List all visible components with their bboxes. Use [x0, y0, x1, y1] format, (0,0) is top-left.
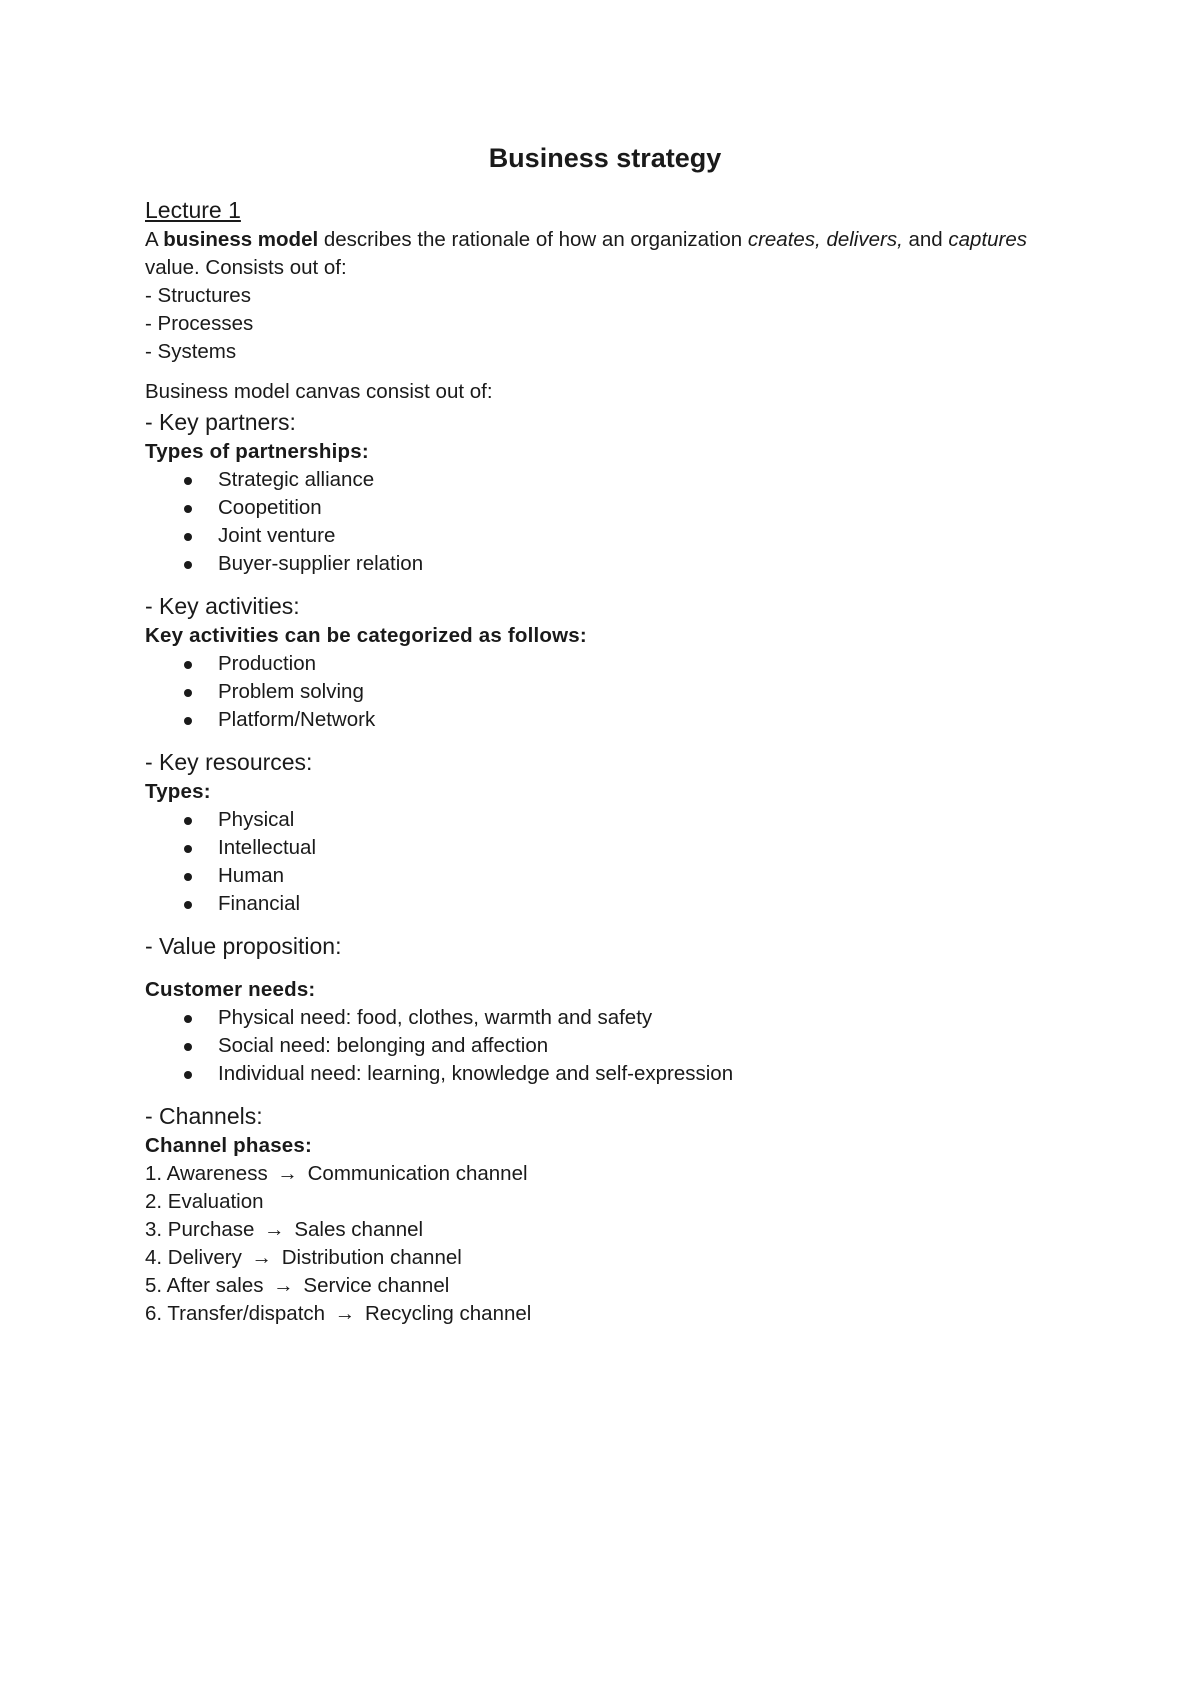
bullet-icon	[184, 505, 192, 513]
phase-channel: Distribution channel	[281, 1246, 462, 1269]
bullet-icon	[184, 689, 192, 697]
key-partners-heading: - Key partners:	[145, 409, 296, 435]
list-item	[145, 1244, 1065, 1272]
channels-heading: - Channels:	[145, 1103, 263, 1129]
bullet-icon	[184, 717, 192, 725]
list-item: Problem solving	[145, 678, 1065, 706]
partnership-types-heading: Types of partnerships:	[145, 440, 369, 463]
intro-and: and	[902, 228, 949, 251]
canvas-intro: Business model canvas consist out of:	[145, 380, 493, 403]
resource-types-heading: Types:	[145, 780, 211, 803]
list-item: Strategic alliance	[145, 466, 1065, 494]
channel-phases-heading: Channel phases:	[145, 1134, 313, 1157]
business-model-definition	[145, 226, 1065, 282]
list-item: Buyer-supplier relation	[145, 550, 1065, 578]
customer-needs-list	[145, 1004, 1065, 1088]
document-body	[145, 194, 1065, 1328]
phase-step: 1. Awareness	[145, 1162, 268, 1185]
channel-phases-list	[145, 1160, 1065, 1328]
list-item: Physical	[145, 806, 1065, 834]
bullet-icon	[184, 845, 192, 853]
list-item: Individual need: learning, knowledge and self-expression	[145, 1060, 1065, 1088]
intro-prefix: A	[145, 228, 164, 251]
activities-categories-heading: Key activities can be categorized as follows:	[145, 624, 587, 647]
phase-channel: Communication channel	[307, 1162, 528, 1185]
list-item: Human	[145, 862, 1065, 890]
bullet-icon	[184, 661, 192, 669]
bullet-icon	[184, 533, 192, 541]
activities-list	[145, 650, 1065, 734]
phase-step: 5. After sales	[145, 1274, 264, 1297]
arrow-right-icon: →	[251, 1246, 273, 1269]
bullet-icon	[184, 1071, 192, 1079]
list-item: Intellectual	[145, 834, 1065, 862]
key-activities-heading: - Key activities:	[145, 593, 300, 619]
bullet-icon	[184, 817, 192, 825]
phase-step: 3. Purchase	[145, 1218, 255, 1241]
partnership-types-list	[145, 466, 1065, 578]
intro-middle: describes the rationale of how an organization	[318, 228, 748, 251]
arrow-right-icon: →	[273, 1274, 294, 1297]
list-item: - Processes	[145, 312, 254, 335]
arrow-right-icon: →	[277, 1162, 298, 1185]
list-item	[145, 1160, 1065, 1188]
intro-bold-term: business model	[163, 228, 319, 251]
list-item: Social need: belonging and affection	[145, 1032, 1065, 1060]
bullet-icon	[184, 1043, 192, 1051]
arrow-right-icon: →	[334, 1302, 356, 1325]
list-item: Platform/Network	[145, 706, 1065, 734]
value-proposition-heading: - Value proposition:	[145, 933, 342, 959]
document-title: Business strategy	[488, 143, 722, 173]
bullet-icon	[184, 477, 192, 485]
phase-step: 2. Evaluation	[145, 1190, 264, 1213]
consists-list	[145, 282, 1065, 366]
bullet-icon	[184, 561, 192, 569]
customer-needs-heading: Customer needs:	[145, 978, 316, 1001]
intro-captures: captures	[948, 228, 1028, 251]
list-item	[145, 1216, 1065, 1244]
list-item: Joint venture	[145, 522, 1065, 550]
lecture-heading: Lecture 1	[145, 197, 241, 223]
list-item: Financial	[145, 890, 1065, 918]
spacer	[145, 962, 1065, 976]
bullet-icon	[184, 901, 192, 909]
arrow-right-icon: →	[264, 1218, 285, 1241]
resource-types-list	[145, 806, 1065, 918]
list-item: - Systems	[145, 340, 237, 363]
list-item	[145, 1188, 1065, 1216]
bullet-icon	[184, 873, 192, 881]
intro-suffix: value. Consists out of:	[145, 256, 347, 279]
list-item	[145, 1300, 1065, 1328]
phase-step: 6. Transfer/dispatch	[145, 1302, 326, 1325]
phase-channel: Recycling channel	[364, 1302, 532, 1325]
phase-step: 4. Delivery	[145, 1246, 242, 1269]
list-item: Coopetition	[145, 494, 1065, 522]
phase-channel: Service channel	[303, 1274, 450, 1297]
key-resources-heading: - Key resources:	[145, 749, 313, 775]
list-item: Production	[145, 650, 1065, 678]
phase-channel: Sales channel	[294, 1218, 424, 1241]
bullet-icon	[184, 1015, 192, 1023]
list-item	[145, 1272, 1065, 1300]
list-item: Physical need: food, clothes, warmth and safety	[145, 1004, 1065, 1032]
intro-italic-terms: creates, delivers,	[747, 228, 903, 251]
list-item: - Structures	[145, 284, 251, 307]
